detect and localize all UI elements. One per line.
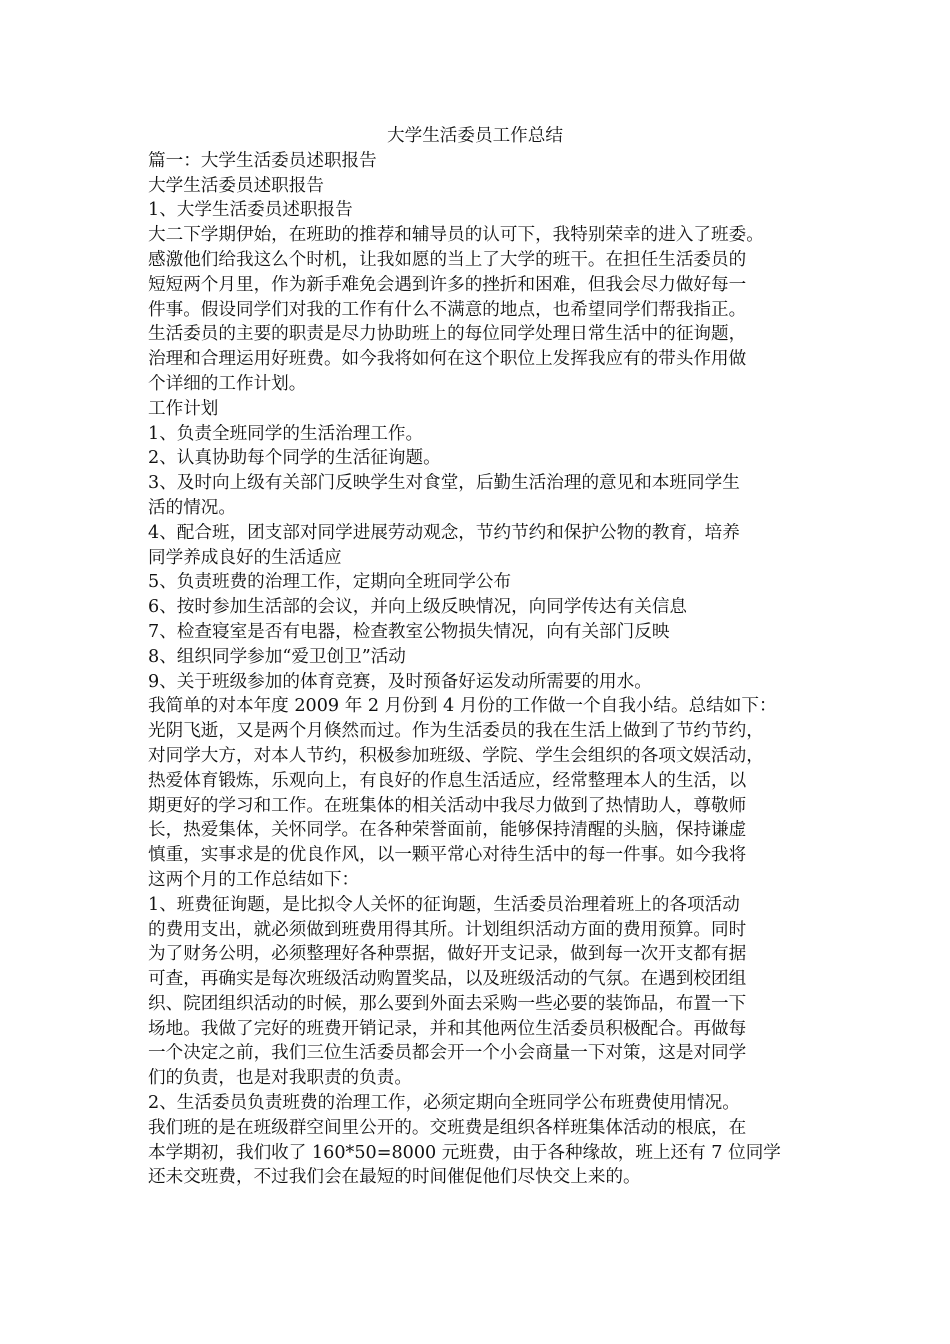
text-line: 2、生活委员负责班费的治理工作，必须定期向全班同学公布班费使用情况。 [148,1093,740,1114]
text-line: 慎重，实事求是的优良作风，以一颗平常心对待生活中的每一件事。如今我将 [148,845,747,866]
text-line: 篇一：大学生活委员述职报告 [148,150,377,171]
text-line: 这两个月的工作总结如下： [148,869,360,890]
text-line: 件事。假设同学们对我的工作有什么不满意的地点，也希望同学们帮我指正。 [148,299,747,320]
text-line: 我们班的是在班级群空间里公开的。交班费是组织各样班集体活动的根底，在 [148,1117,747,1138]
text-line: 1、负责全班同学的生活治理工作。 [148,423,424,444]
text-line: 期更好的学习和工作。在班集体的相关活动中我尽力做到了热情助人，尊敬师 [148,795,747,816]
text-line: 光阴飞逝，又是两个月倏然而过。作为生活委员的我在生活上做到了节约节约， [148,721,764,742]
text-line: 热爱体育锻炼，乐观向上，有良好的作息生活适应，经常整理本人的生活，以 [148,770,747,791]
document-body [148,124,828,1190]
text-line: 1、大学生活委员述职报告 [148,200,353,221]
text-line: 3、及时向上级有关部门反映学生对食堂，后勤生活治理的意见和本班同学生 [148,473,740,494]
text-line: 织、院团组织活动的时候，那么要到外面去采购一些必要的装饰品，布置一下 [148,993,747,1014]
text-line: 同学养成良好的生活适应 [148,547,342,568]
text-line: 2、认真协助每个同学的生活征询题。 [148,448,441,469]
text-line: 可查，再确实是每次班级活动购置奖品，以及班级活动的气氛。在遇到校团组 [148,969,747,990]
text-line: 治理和合理运用好班费。如今我将如何在这个职位上发挥我应有的带头作用做 [148,349,747,370]
text-line: 7、检查寝室是否有电器，检查教室公物损失情况，向有关部门反映 [148,621,670,642]
text-line: 个详细的工作计划。 [148,373,307,394]
text-line: 我简单的对本年度 2009 年 2 月份到 4 月份的工作做一个自我小结。总结如下： [148,696,777,717]
text-line: 对同学大方，对本人节约，积极参加班级、学院、学生会组织的各项文娱活动， [148,745,764,766]
text-line: 4、配合班，团支部对同学进展劳动观念，节约节约和保护公物的教育，培养 [148,522,740,543]
text-line: 短短两个月里，作为新手难免会遇到许多的挫折和困难，但我会尽力做好每一 [148,274,747,295]
text-line: 活的情况。 [148,497,236,518]
text-line: 长，热爱集体，关怀同学。在各种荣誉面前，能够保持清醒的头脑，保持谦虚 [148,820,747,841]
document-title: 大学生活委员工作总结 [387,126,563,146]
text-line: 们的负责，也是对我职责的负责。 [148,1068,412,1089]
text-line: 大学生活委员述职报告 [148,175,324,196]
text-line: 的费用支出，就必须做到班费用得其所。计划组织活动方面的费用预算。同时 [148,919,747,940]
text-line: 8、组织同学参加“爱卫创卫”活动 [148,646,406,667]
text-line: 一个决定之前，我们三位生活委员都会开一个小会商量一下对策，这是对同学 [148,1043,747,1064]
text-line: 为了财务公明，必须整理好各种票据，做好开支记录，做到每一次开支都有据 [148,944,747,965]
text-line: 生活委员的主要的职责是尽力协助班上的每位同学处理日常生活中的征询题， [148,324,747,345]
text-line: 5、负责班费的治理工作，定期向全班同学公布 [148,572,512,593]
text-line: 还未交班费，不过我们会在最短的时间催促他们尽快交上来的。 [148,1167,641,1188]
section-heading: 工作计划 [148,398,219,419]
text-line: 大二下学期伊始，在班助的推荐和辅导员的认可下，我特别荣幸的进入了班委。 [148,225,764,246]
text-line: 本学期初，我们收了 160*50=8000 元班费，由于各种缘故，班上还有 7 位同学 [148,1142,781,1163]
text-line: 9、关于班级参加的体育竞赛，及时预备好运发动所需要的用水。 [148,671,652,692]
text-line: 场地。我做了完好的班费开销记录，并和其他两位生活委员积极配合。再做每 [148,1018,747,1039]
text-line: 感激他们给我这么个时机，让我如愿的当上了大学的班干。在担任生活委员的 [148,249,747,270]
text-line: 1、班费征询题，是比拟令人关怀的征询题，生活委员治理着班上的各项活动 [148,894,740,915]
text-line: 6、按时参加生活部的会议，并向上级反映情况，向同学传达有关信息 [148,597,688,618]
